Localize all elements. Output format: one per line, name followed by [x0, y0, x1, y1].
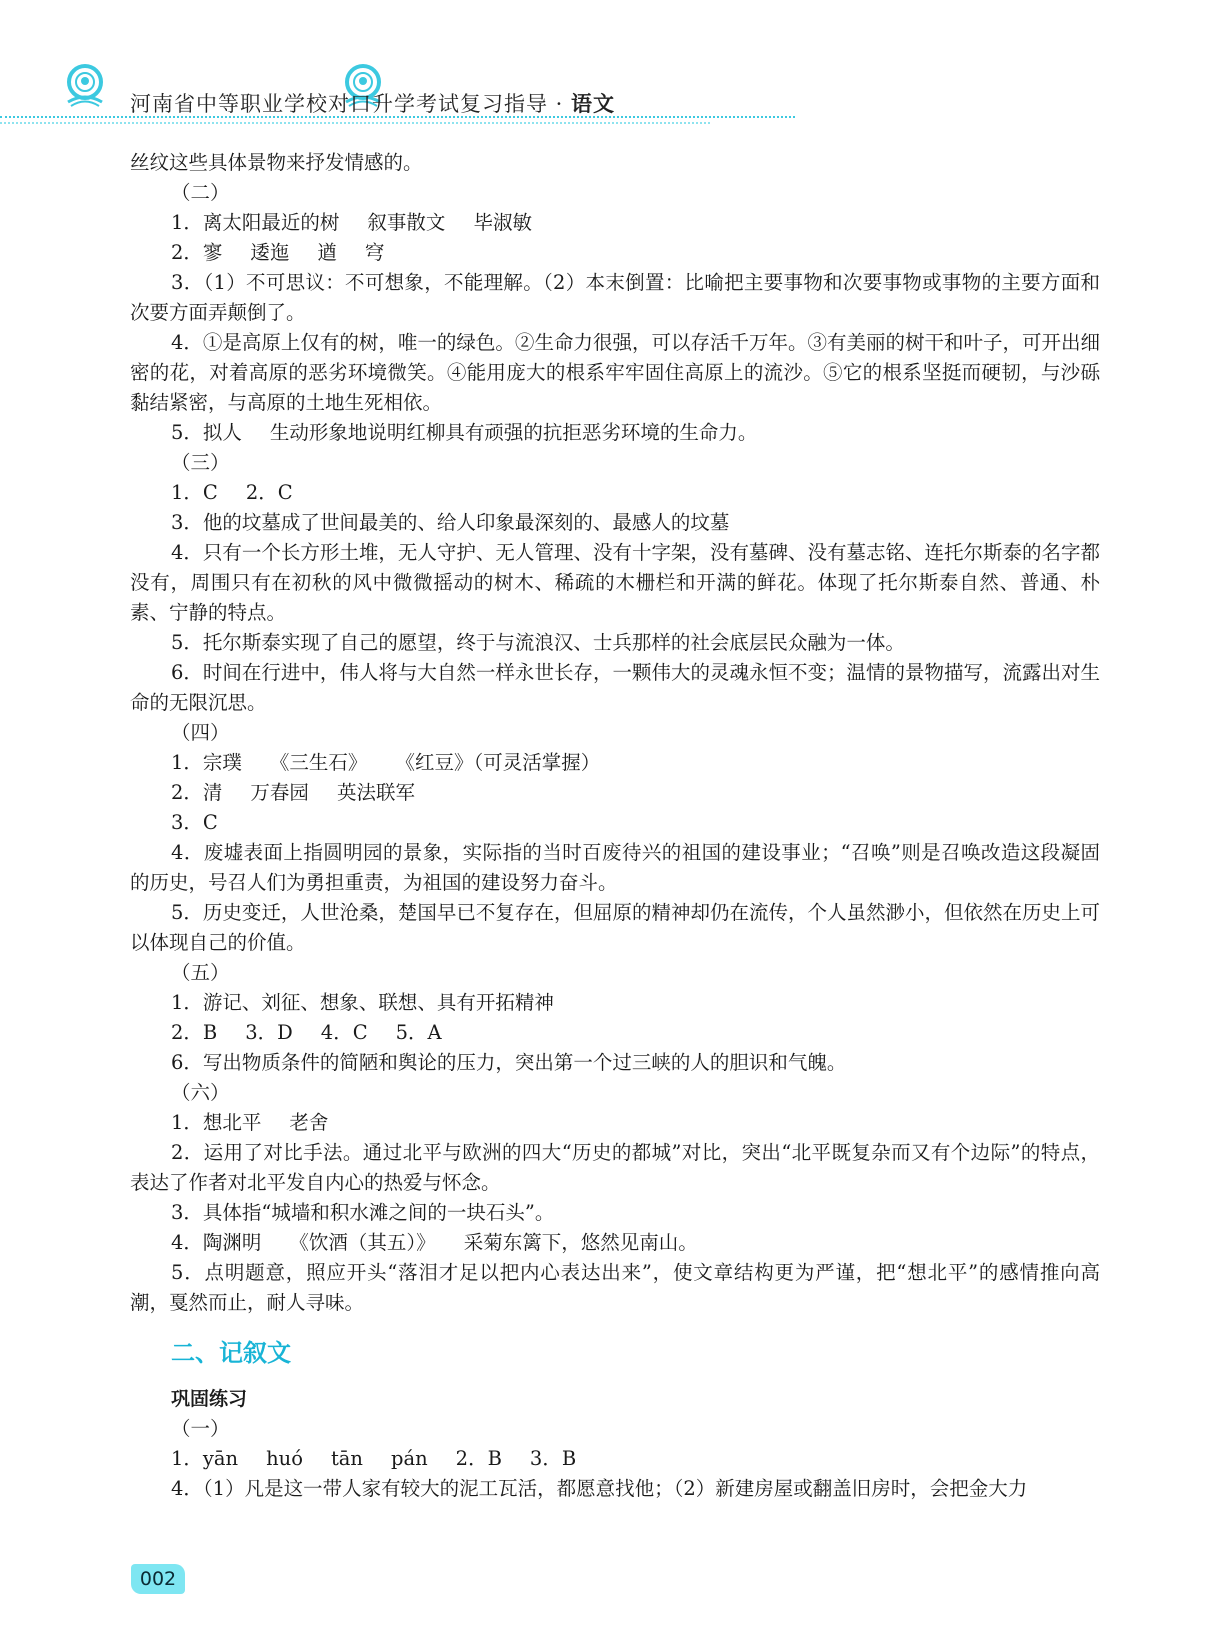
answer-line: 4．只有一个长方形土堆，无人守护、无人管理、没有十字架，没有墓碑、没有墓志铭、连托尔斯泰的名字都没有，周围只有在初秋的风中微微摇动的树木、稀疏的木栅栏和开满的鲜花。体现了托尔斯泰自然、普通、朴素、宁静的特点。: [130, 541, 1100, 624]
section-heading: 二、记叙文: [171, 1339, 291, 1367]
answer-line: [130, 478, 1100, 508]
answer-part: 叙事散文: [367, 211, 446, 234]
answer-line: 3．C: [171, 811, 218, 834]
answer-part: 逶迤: [250, 241, 290, 264]
page-number: 002: [131, 1564, 185, 1594]
answer-line: [130, 1444, 1100, 1474]
answer-line: （四）: [171, 721, 230, 744]
answer-line: 6．写出物质条件的简陋和舆论的压力，突出第一个过三峡的人的胆识和气魄。: [171, 1051, 847, 1074]
lightbulb-book-icon: [62, 62, 108, 108]
answer-block: [130, 1414, 1100, 1504]
answer-part: 3．B: [529, 1447, 577, 1470]
header-divider: [0, 116, 795, 118]
answer-line: 3．具体指“城墙和积水滩之间的一块石头”。: [171, 1201, 555, 1224]
answer-line: 3．（1）不可思议：不可想象，不能理解。（2）本末倒置：比喻把主要事物和次要事物或事物的主要方面和次要方面弄颠倒了。: [130, 271, 1100, 324]
header-divider-secondary: [0, 122, 710, 124]
answer-line: 5．历史变迁，人世沧桑，楚国早已不复存在，但屈原的精神却仍在流传，个人虽然渺小，但依然在历史上可以体现自己的价值。: [130, 901, 1100, 954]
answer-part: 老舍: [289, 1111, 329, 1134]
answer-line: （一）: [171, 1417, 230, 1440]
sub-heading: 巩固练习: [171, 1388, 248, 1410]
answer-line: [130, 208, 1100, 238]
answer-part: 1．离太阳最近的树: [171, 211, 340, 234]
answer-line: 4．废墟表面上指圆明园的景象，实际指的当时百废待兴的祖国的建设事业；“召唤”则是召唤改造这段凝固的历史，号召人们为勇担重责，为祖国的建设努力奋斗。: [130, 841, 1100, 894]
answer-part: 《红豆》（可灵活掌握）: [395, 751, 601, 774]
answer-part: 5．A: [395, 1021, 442, 1044]
answer-line: 6．时间在行进中，伟人将与大自然一样永世长存，一颗伟大的灵魂永恒不变；温情的景物描写，流露出对生命的无限沉思。: [130, 661, 1100, 714]
answer-line: [130, 238, 1100, 268]
answer-line: 丝纹这些具体景物来抒发情感的。: [130, 151, 423, 174]
answer-part: 《饮酒（其五）》: [289, 1231, 436, 1254]
answer-block: [130, 148, 1100, 1318]
answer-part: 5．拟人: [171, 421, 242, 444]
subject-label: 语文: [571, 91, 616, 116]
answer-part: 2．清: [171, 781, 223, 804]
answer-part: 3．D: [245, 1021, 293, 1044]
answer-part: tān: [330, 1447, 363, 1470]
answer-line: [130, 1018, 1100, 1048]
answer-part: 生动形象地说明红柳具有顽强的抗拒恶劣环境的生命力。: [269, 421, 758, 444]
answer-line: 5．托尔斯泰实现了自己的愿望，终于与流浪汉、士兵那样的社会底层民众融为一体。: [171, 631, 905, 654]
answer-part: 1．C: [171, 481, 218, 504]
answer-line: 4．①是高原上仅有的树，唯一的绿色。②生命力很强，可以存活千万年。③有美丽的树干和叶子，可开出细密的花，对着高原的恶劣环境微笑。④能用庞大的根系牢牢固住高原上的流沙。⑤它的根系坚挺而硬韧，与沙砾黏结紧密，与高原的土地生死相依。: [130, 331, 1100, 414]
answer-line: （六）: [171, 1081, 230, 1104]
book-title-text: 河南省中等职业学校对口升学考试复习指导 ·: [130, 92, 572, 116]
answer-part: 4．陶渊明: [171, 1231, 262, 1254]
answer-part: 1．想北平: [171, 1111, 262, 1134]
answer-part: 4．C: [320, 1021, 368, 1044]
answer-part: pán: [391, 1447, 428, 1470]
answer-line: （二）: [171, 181, 230, 204]
answer-part: 1．yān: [171, 1447, 239, 1470]
book-title: [130, 88, 615, 118]
answer-line: 2．运用了对比手法。通过北平与欧洲的四大“历史的都城”对比，突出“北平既复杂而又有个边际”的特点，表达了作者对北平发自内心的热爱与怀念。: [130, 1141, 1100, 1194]
answer-part: huó: [266, 1447, 303, 1470]
answer-line: 3．他的坟墓成了世间最美的、给人印象最深刻的、最感人的坟墓: [171, 511, 730, 534]
answer-part: 2．B: [171, 1021, 218, 1044]
answer-part: 2．B: [455, 1447, 502, 1470]
answer-part: 采菊东篱下，悠然见南山。: [463, 1231, 698, 1254]
answer-content: [130, 148, 1100, 1504]
answer-line: [130, 418, 1100, 448]
answer-line: [130, 1108, 1100, 1138]
answer-line: 5．点明题意，照应开头“落泪才足以把内心表达出来”，使文章结构更为严谨，把“想北平”的感情推向高潮，戛然而止，耐人寻味。: [130, 1261, 1100, 1314]
page-header: [0, 0, 1224, 130]
answer-part: 毕淑敏: [473, 211, 532, 234]
answer-part: 万春园: [250, 781, 309, 804]
answer-line: （五）: [171, 961, 230, 984]
answer-part: 遒: [317, 241, 337, 264]
answer-part: 穹: [364, 241, 385, 264]
answer-line: [130, 1228, 1100, 1258]
answer-line: [130, 778, 1100, 808]
answer-line: （三）: [171, 451, 230, 474]
answer-part: 1．宗璞: [171, 751, 242, 774]
answer-line: [130, 748, 1100, 778]
answer-part: 2．C: [245, 481, 293, 504]
answer-line: 1．游记、刘征、想象、联想、具有开拓精神: [171, 991, 554, 1014]
answer-part: 2．寥: [171, 241, 223, 264]
answer-line: 4．（1）凡是这一带人家有较大的泥工瓦活，都愿意找他；（2）新建房屋或翻盖旧房时，会把金大力: [171, 1477, 1028, 1500]
answer-part: 《三生石》: [269, 751, 368, 774]
answer-part: 英法联军: [336, 781, 415, 804]
